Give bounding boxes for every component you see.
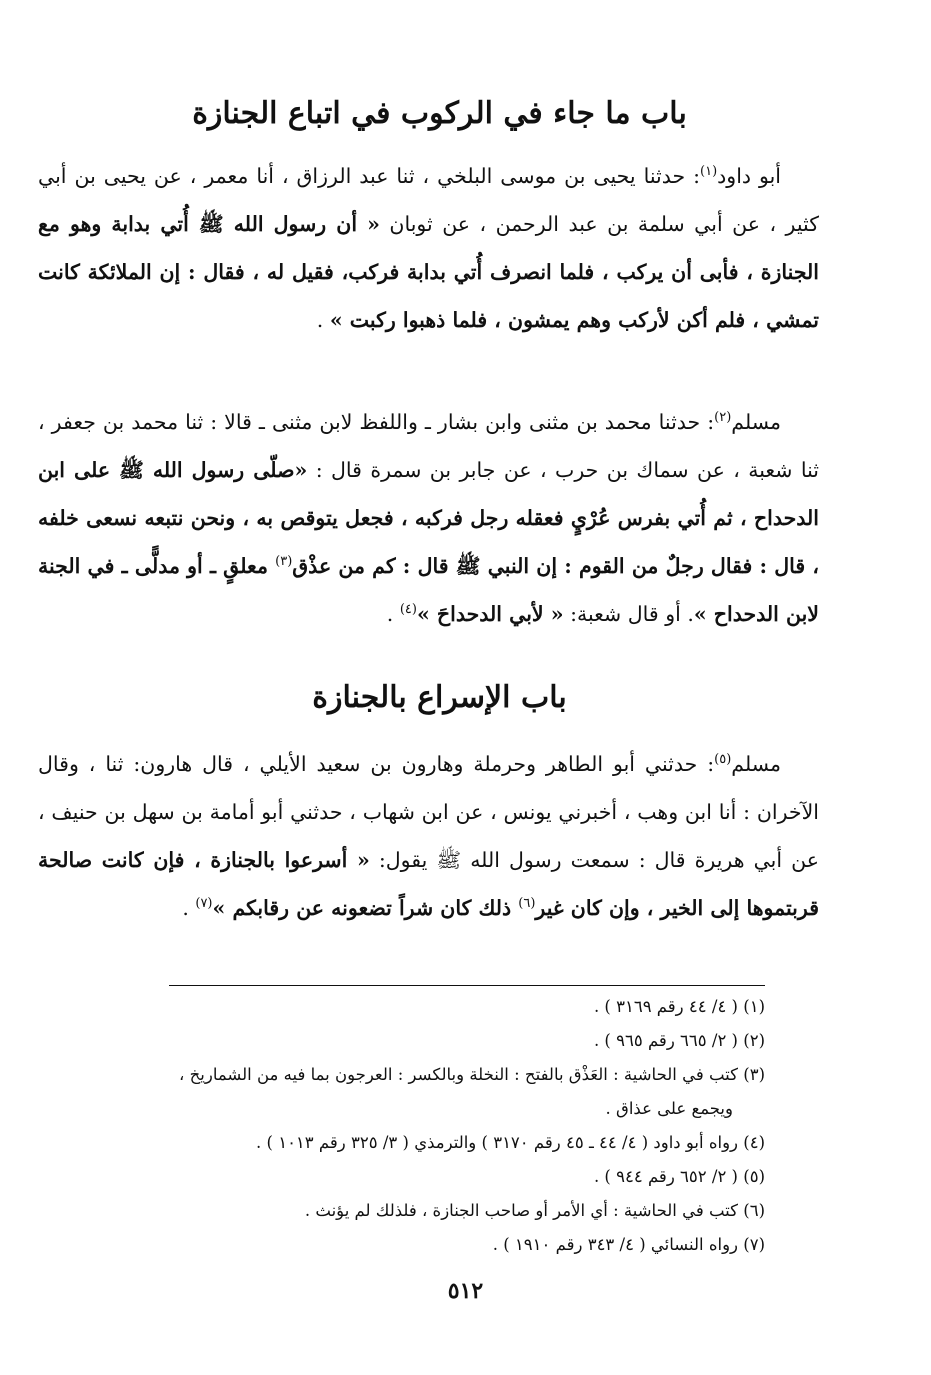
footnote-item: (٤) رواه أبو داود ( ٤/ ٤٤ ـ ٤٥ رقم ٣١٧٠ ) والترمذي ( ٣/ ٣٢٥ رقم ١٠١٣ ) . — [256, 1133, 765, 1152]
section-title-riding-funeral: باب ما جاء في الركوب في اتباع الجنازة — [192, 96, 687, 131]
footnote-ref: (١) — [700, 164, 718, 180]
hadith-matn-cont: ذلك كان شراً تضعونه عن رقابكم » — [212, 896, 519, 920]
hadith-paragraph-muslim-2: مسلم$^{(٥)}$: حدثني أبو الطاهر وحرملة وهارون بن سعيد الأيلي ، قال هارون: ثنا ، وقال الآخران : أنا ابن وهب ، أخبرني يونس ، عن ابن شهاب ، حدثني أبو أمامة بن سهل بن حنيف ، عن أبي هريرة قال : سمعت رسول الله ﷺ يقول: « أسرعوا بالجنازة ، فإن كانت صالحة قربتموها إلى الخير ، وإن كان غير$^{(٦)}$ ذلك كان شراً تضعونه عن رقابكم »$^{(٧)}$ . — [38, 752, 819, 920]
footnote-ref: (٦) — [518, 896, 536, 912]
footnote-ref: (٢) — [714, 410, 732, 426]
hadith-matn: « أن رسول الله ﷺ أُتي بدابة وهو مع الجنازة ، فأبى أن يركب ، فلما انصرف أُتي بدابة فركب، فقيل له ، فقال : إن الملائكة كانت تمشي ، فلم أكن لأركب وهم يمشون ، فلما ذهبوا ركبت » — [38, 212, 819, 332]
hadith-matn: « أسرعوا بالجنازة ، فإن كانت صالحة قربتموها إلى الخير ، وإن كان غير — [38, 848, 819, 920]
isnad-text: : حدثني أبو الطاهر وحرملة وهارون بن سعيد الأيلي ، قال هارون: ثنا ، وقال الآخران : أنا ابن وهب ، أخبرني يونس ، عن ابن شهاب ، حدثني أبو أمامة بن سهل بن حنيف ، عن أبي هريرة قال : سمعت رسول الله ﷺ يقول: — [38, 752, 819, 872]
footnote-item: (٢) ( ٢/ ٦٦٥ رقم ٩٦٥ ) . — [593, 1031, 765, 1050]
section-title-hastening-funeral: باب الإسراع بالجنازة — [312, 680, 567, 715]
hadith-paragraph-muslim-1: مسلم$^{(٢)}$: حدثنا محمد بن مثنى وابن بشار ـ واللفظ لابن مثنى ـ قالا : ثنا محمد بن جعفر ، ثنا شعبة ، عن سماك بن حرب ، عن جابر بن سمرة قال : «صلّى رسول الله ﷺ على ابن الدحداح ، ثم أُتي بفرس عُرْيٍ فعقله رجل فركبه ، فجعل يتوقص به ، ونحن نتبعه نسعى خلفه ، قال : فقال رجلٌ من القوم : إن النبي ﷺ قال : كم من عذْق$^{(٣)}$ معلقٍ ـ أو مدلًّى ـ في الجنة لابن الدحداح ». أو قال شعبة: « لأبي الدحداحَ »$^{(٤)}$ . — [38, 410, 819, 626]
footnote-item: (٣) كتب في الحاشية : العَذْق بالفتح : النخلة وبالكسر : العرجون بما فيه من الشماريخ ، — [179, 1065, 765, 1084]
footnote-ref: (٧) — [195, 896, 213, 912]
footnote-ref: (٣) — [275, 554, 293, 570]
page-number: ٥١٢ — [447, 1278, 484, 1304]
footnote-item: (٥) ( ٢/ ٦٥٢ رقم ٩٤٤ ) . — [593, 1167, 765, 1186]
isnad-text: : حدثنا محمد بن مثنى وابن بشار ـ واللفظ لابن مثنى ـ قالا : ثنا محمد بن جعفر ، ثنا شعبة ، عن سماك بن حرب ، عن جابر بن سمرة قال : — [38, 410, 819, 482]
hadith-source: مسلم$^{(٥)}$ — [714, 752, 781, 776]
hadith-paragraph-abu-dawud: أبو داود$^{(١)}$: حدثنا يحيى بن موسى البلخي ، ثنا عبد الرزاق ، أنا معمر ، عن يحيى بن أبي كثير ، عن أبي سلمة بن عبد الرحمن ، عن ثوبان « أن رسول الله ﷺ أُتي بدابة وهو مع الجنازة ، فأبى أن يركب ، فلما انصرف أُتي بدابة فركب، فقيل له ، فقال : إن الملائكة كانت تمشي ، فلم أكن لأركب وهم يمشون ، فلما ذهبوا ركبت » . — [38, 164, 819, 332]
footnote-ref: (٥) — [714, 752, 732, 768]
footnote-item: (١) ( ٤/ ٤٤ رقم ٣١٦٩ ) . — [593, 997, 765, 1016]
footnote-ref: (٤) — [399, 602, 417, 618]
hadith-source: أبو داود$^{(١)}$ — [700, 164, 781, 188]
footnote-item-continuation: ويجمع على عذاق . — [605, 1099, 733, 1118]
footnote-divider — [169, 985, 765, 986]
footnote-item: (٦) كتب في الحاشية : أي الأمر أو صاحب الجنازة ، فلذلك لم يؤنث . — [304, 1201, 765, 1220]
hadith-matn: «صلّى رسول الله ﷺ على ابن الدحداح ، ثم أُتي بفرس عُرْيٍ فعقله رجل فركبه ، فجعل يتوقص به ، ونحن نتبعه نسعى خلفه ، قال : فقال رجلٌ من القوم : إن النبي ﷺ قال : كم من عذْق — [38, 458, 819, 578]
isnad-text: : حدثنا يحيى بن موسى البلخي ، ثنا عبد الرزاق ، أنا معمر ، عن يحيى بن أبي كثير ، عن أبي سلمة بن عبد الرحمن ، عن ثوبان — [38, 164, 819, 236]
footnote-item: (٧) رواه النسائي ( ٤/ ٣٤٣ رقم ١٩١٠ ) . — [492, 1235, 765, 1254]
hadith-source: مسلم$^{(٢)}$ — [714, 410, 781, 434]
narrator-note: . أو قال شعبة: — [563, 602, 694, 626]
hadith-variant: « لأبي الدحداحَ » — [416, 602, 564, 626]
hadith-matn-cont: معلقٍ ـ أو مدلًّى ـ في الجنة لابن الدحداح » — [38, 554, 819, 626]
footnotes-list — [60, 990, 765, 1262]
